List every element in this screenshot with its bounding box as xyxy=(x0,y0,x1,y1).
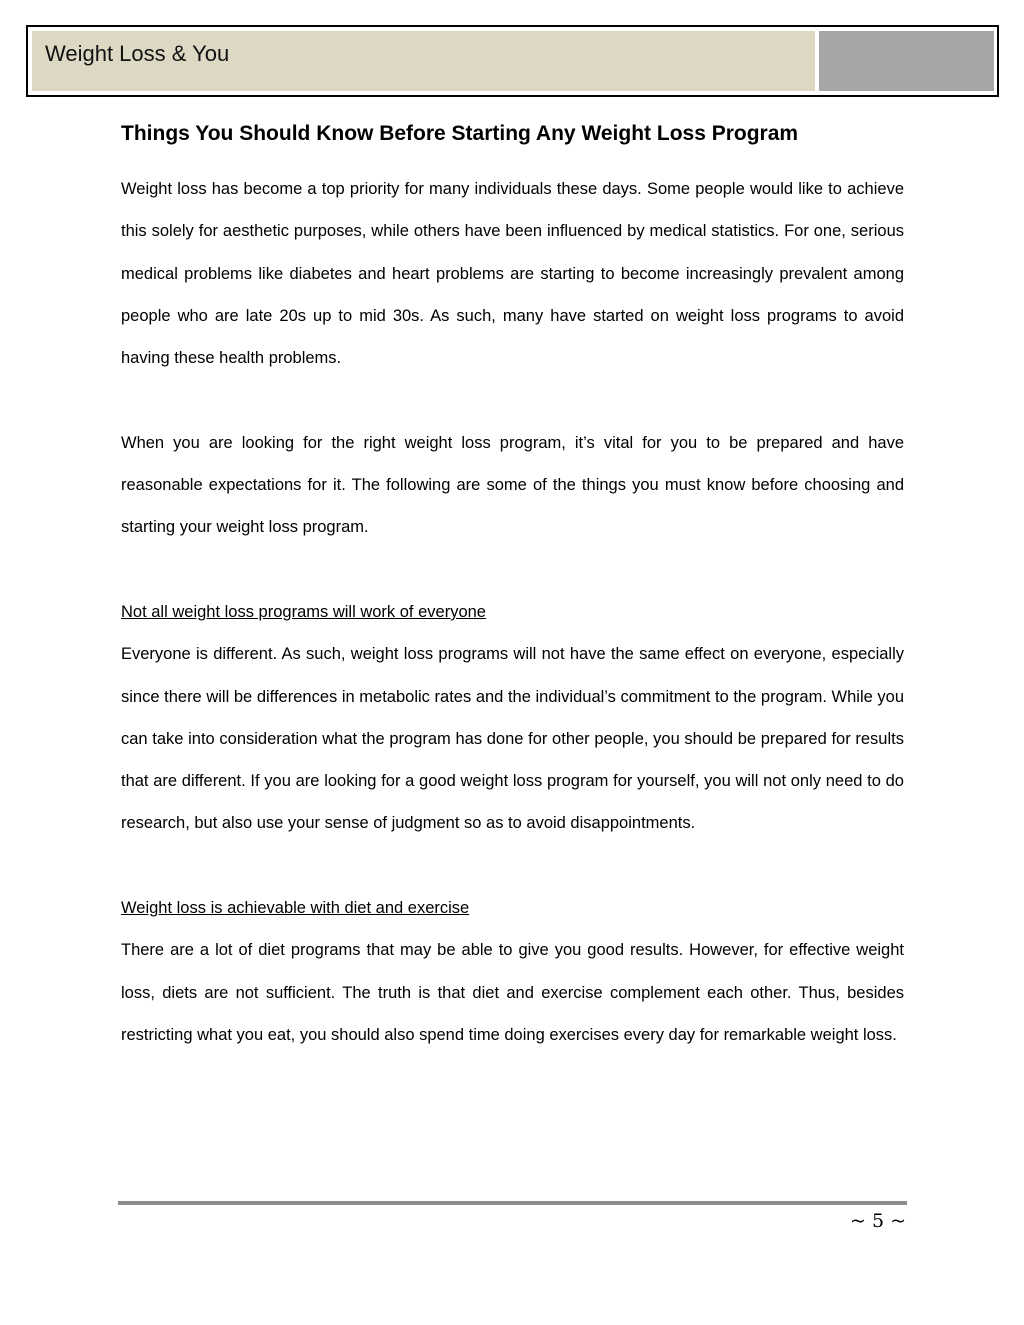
intro-paragraph: Weight loss has become a top priority for many individuals these days. Some people would like to achieve this solely for aesthetic purposes, while others have been influenced by medical statistics. For one, serious medical problems like diabetes and heart problems are starting to become increasingly prevalent among people who are late 20s up to mid 30s. As such, many have started on weight loss programs to avoid having these health problems. xyxy=(121,180,904,368)
section-paragraph: There are a lot of diet programs that may be able to give you good results. However, for effective weight loss, diets are not sufficient. The truth is that diet and exercise complement each other. Thus, besides restricting what you eat, you should also spend time doing exercises every day for remarkable weight loss. xyxy=(121,941,904,1044)
header-title-panel xyxy=(32,31,815,91)
footer-divider xyxy=(118,1201,907,1205)
page-title: Things You Should Know Before Starting Any Weight Loss Program xyxy=(121,122,799,145)
page-header xyxy=(26,25,999,97)
section-heading: Not all weight loss programs will work of everyone xyxy=(121,602,486,621)
header-accent-panel xyxy=(817,31,994,91)
section-heading: Weight loss is achievable with diet and exercise xyxy=(121,899,470,918)
intro-paragraph: When you are looking for the right weight loss program, it’s vital for you to be prepared and have reasonable expectations for it. The following are some of the things you must know before choosing and starting your weight loss program. xyxy=(121,433,904,537)
header-title: Weight Loss & You xyxy=(45,41,230,66)
page-number: ~ 5 ~ xyxy=(849,1210,906,1232)
document-body xyxy=(121,118,904,1056)
section-paragraph: Everyone is different. As such, weight loss programs will not have the same effect on everyone, especially since there will be differences in metabolic rates and the individual’s commitment to the program. While you can take into consideration what the program has done for other people, you should be prepared for results that are different. If you are looking for a good weight loss program for yourself, you will not only need to do research, but also use your sense of judgment so as to avoid disappointments. xyxy=(121,645,904,833)
